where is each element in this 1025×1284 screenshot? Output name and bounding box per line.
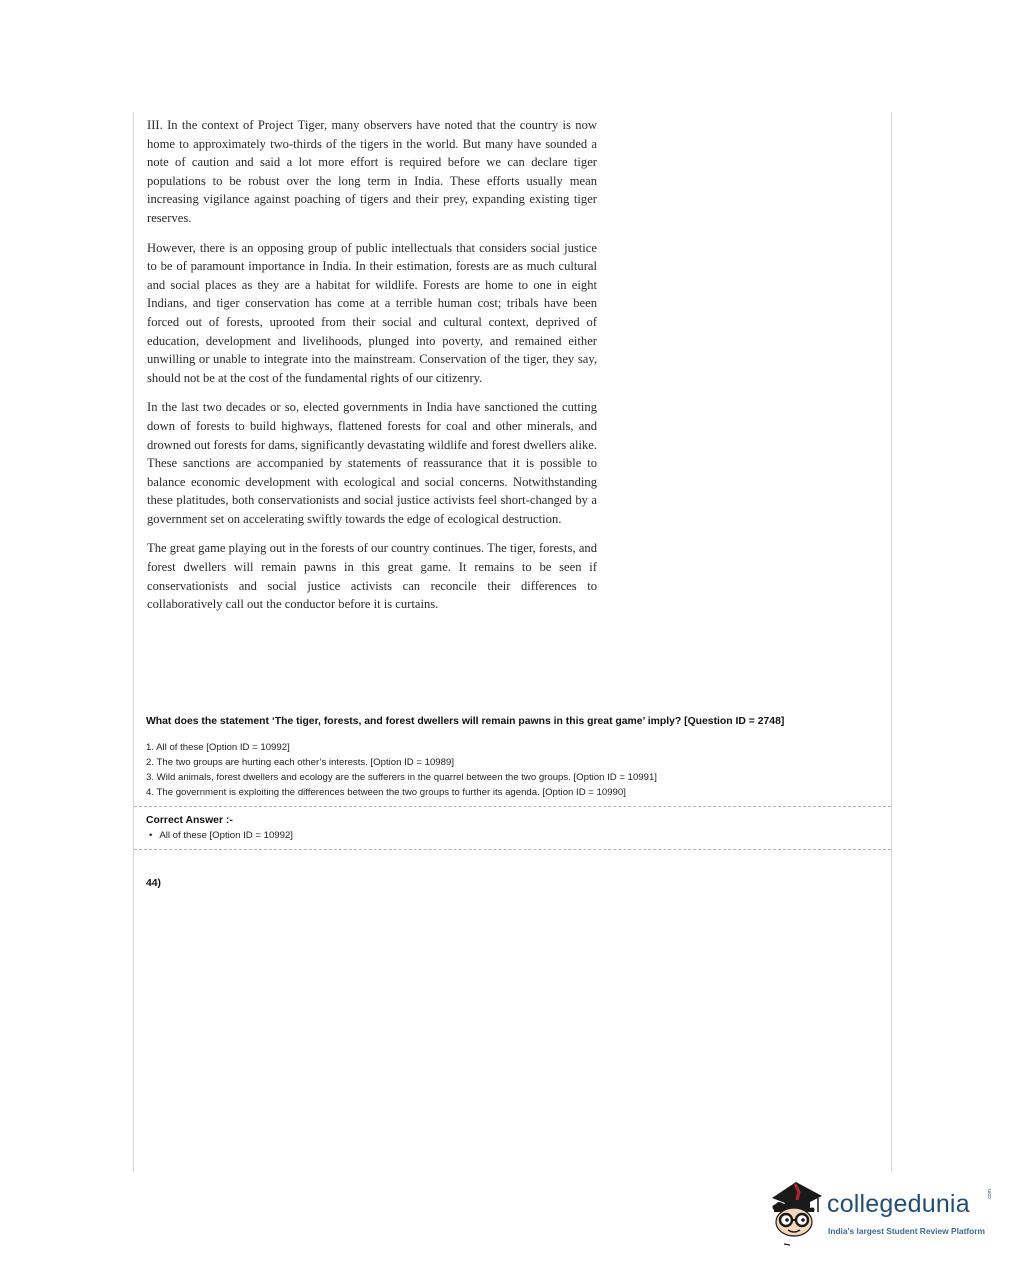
option-item: 4. The government is exploiting the differences between the two groups to further its agenda. [Option ID = 10990] <box>146 787 626 798</box>
divider <box>134 806 891 807</box>
logo-wordmark: collegedunia <box>827 1190 970 1218</box>
options-list <box>146 740 891 800</box>
correct-answer-title: Correct Answer :- <box>146 815 233 826</box>
student-mascot-icon <box>766 1178 826 1248</box>
passage-paragraph: III. In the context of Project Tiger, many observers have noted that the country is now home to approximately two-thirds of the tigers in the world. But many have sounded a note of caution and said a lot more effort is required before we can declare tiger populations to be robust over the long term in India. These efforts usually mean increasing vigilance against poaching of tigers and their prey, expanding existing tiger reserves. <box>147 118 597 225</box>
logo-tagline: India's largest Student Review Platform <box>828 1226 985 1236</box>
collegedunia-logo <box>766 1178 996 1248</box>
correct-answer-item <box>149 830 891 841</box>
option-item: 2. The two groups are hurting each other’s interests. [Option ID = 10989] <box>146 757 454 768</box>
bullet-icon: • <box>149 830 153 841</box>
passage-paragraph: However, there is an opposing group of public intellectuals that considers social justice to be of paramount importance in India. In their estimation, forests are as much cultural and social places as they are a habitat for wildlife. Forests are home to one in eight Indians, and tiger conservation has come at a terrible human cost; tribals have been forced out of forests, uprooted from their social and cultural context, deprived of education, development and livelihoods, plunged into poverty, and remained either unwilling or unable to integrate into the mainstream. Conservation of the tiger, they say, should not be at the cost of the fundamental rights of our citizenry. <box>147 240 597 385</box>
page-border-right <box>891 112 892 1172</box>
passage-paragraph: In the last two decades or so, elected governments in India have sanctioned the cutting down of forests to build highways, flattened forests for coal and other minerals, and drowned out forests for dams, significantly devastating wildlife and forest dwellers alike. These sanctions are accompanied by statements of reassurance that it is possible to balance economic development with ecological and social concerns. Notwithstanding these platitudes, both conservationists and social justice activists feel short-changed by a government set on accelerating swiftly towards the edge of ecological destruction. <box>147 400 597 526</box>
page-border-left <box>133 112 134 1172</box>
question-text: What does the statement ‘The tiger, forests, and forest dwellers will remain pawns in this great game’ imply? [Question ID = 2748] <box>146 716 785 727</box>
option-item: 1. All of these [Option ID = 10992] <box>146 742 290 753</box>
divider <box>134 849 891 850</box>
reading-passage <box>147 116 597 625</box>
passage-paragraph: The great game playing out in the forests of our country continues. The tiger, forests, and forest dwellers will remain pawns in this great game. It remains to be seen if conservationists and social justice activists can reconcile their differences to collaboratively call out the conductor before it is curtains. <box>147 541 597 612</box>
next-question-number: 44) <box>146 878 162 889</box>
correct-answer-value: All of these [Option ID = 10992] <box>159 830 293 841</box>
logo-domain-suffix: .com <box>987 1189 993 1200</box>
question-block <box>146 716 891 850</box>
option-item: 3. Wild animals, forest dwellers and ecology are the sufferers in the quarrel between the two groups. [Option ID = 10991] <box>146 772 657 783</box>
